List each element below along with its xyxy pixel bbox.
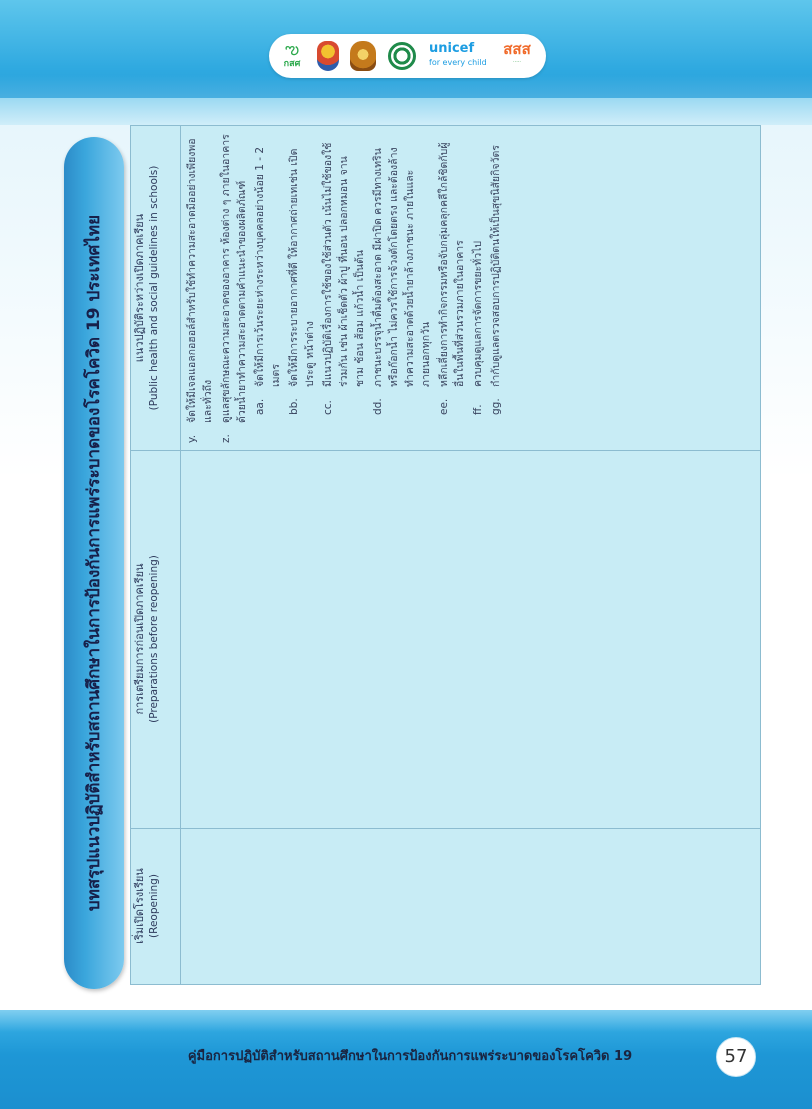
column-divider-1 — [131, 450, 760, 451]
header-preparations-en: (Preparations before reopening) — [148, 555, 160, 723]
guideline-text: หลีกเลี่ยงการทำกิจกรรมหรือจับกลุ่มคลุกคลีใกล้ชิดกับผู้อื่นในพื้นที่ส่วนรวมภายในอาคาร — [438, 142, 466, 387]
header-reopening — [132, 831, 180, 981]
page-number: 57 — [716, 1037, 756, 1077]
guideline-marker: cc. — [322, 400, 334, 415]
footer-haze — [0, 1010, 812, 1032]
logo-bar — [269, 34, 546, 78]
guideline-marker: aa. — [254, 398, 266, 415]
guideline-marker: bb. — [288, 398, 300, 415]
sss-name: สสส — [503, 40, 531, 58]
header-reopening-th: เริ่มเปิดโรงเรียน — [133, 868, 146, 944]
guideline-item — [320, 133, 368, 443]
thaihealth-mark-icon: ఌ — [284, 39, 300, 58]
ministry-seal-icon — [350, 41, 376, 71]
header-guidelines-th: แนวปฏิบัติระหว่างเปิดภาคเรียน — [133, 213, 146, 363]
health-seal-icon — [388, 42, 416, 70]
royal-emblem-logo — [315, 40, 341, 72]
thaihealth-label: กสศ — [283, 59, 301, 69]
guideline-text: ควบคุมดูแลการจัดการขยะทั่วไป — [472, 240, 484, 387]
health-seal-logo — [387, 40, 417, 72]
column-divider-2 — [131, 828, 760, 829]
guideline-item — [470, 133, 486, 443]
guideline-item — [184, 133, 216, 443]
guideline-item — [252, 133, 284, 443]
header-preparations — [132, 454, 180, 824]
guideline-text: จัดให้มีการระบายอากาศที่ดี ให้อากาศถ่ายเทเช่น เปิดประตู หน้าต่าง — [288, 148, 316, 387]
header-preparations-th: การเตรียมการก่อนเปิดภาคเรียน — [133, 563, 146, 715]
guideline-item — [286, 133, 318, 443]
guideline-text: จัดให้มีเจลแอลกอฮอล์สำหรับใช้ทำความสะอาดมืออย่างเพียงพอและทั่วถึง — [186, 138, 214, 423]
guideline-marker: y. — [186, 434, 198, 443]
guidelines-table — [130, 125, 761, 985]
guideline-text: ภาชนะบรรจุน้ำดื่มต้องสะอาด มีฝาปิด ควรมีทางเทรินหรือก๊อกน้ำ ไม่ควรใช้การจ้วงตักโดยตรง และต้องล้างทำความสะอาดด้วยน้ำยาล้างภาชนะ ภายในและภายนอกทุกวัน — [372, 147, 432, 387]
guideline-marker: gg. — [490, 398, 502, 415]
guideline-text: ดูแลสุขลักษณะความสะอาดของอาคาร ห้องต่าง ๆ ภายในอาคาร ด้วยน้ำยาทำความสะอาดตามคำแนะนำของผลิตภัณฑ์ — [220, 134, 248, 423]
unicef-name: unicef — [429, 41, 475, 56]
header-guidelines — [132, 128, 180, 448]
unicef-tagline: for every child — [429, 58, 487, 67]
sss-logo — [493, 40, 541, 72]
guideline-text: จัดให้มีการเว้นระยะห่างระหว่างบุคคลอย่างน้อย 1 - 2 เมตร — [254, 146, 282, 387]
guideline-marker: ff. — [472, 404, 484, 415]
guidelines-list — [184, 133, 504, 443]
guideline-marker: dd. — [372, 398, 384, 415]
guideline-item — [218, 133, 250, 443]
section-title: บทสรุปแนวปฏิบัติสำหรับสถานศึกษาในการป้องกันการแพร่ระบาดของโรคโควิด 19 ประเทศไทย — [84, 214, 104, 912]
guidelines-body — [184, 133, 754, 443]
content-top-stripe — [0, 98, 812, 128]
sss-subtitle-mark: ····· — [513, 59, 521, 65]
guideline-item — [436, 133, 468, 443]
guideline-marker: z. — [220, 434, 232, 443]
guideline-item — [488, 133, 504, 443]
thaihealth-logo — [277, 40, 307, 72]
guideline-item — [370, 133, 434, 443]
ministry-seal-logo — [349, 40, 377, 72]
emblem-icon — [317, 41, 339, 71]
header-guidelines-en: (Public health and social guidelines in schools) — [148, 165, 160, 411]
footer-title: คู่มือการปฏิบัติสำหรับสถานศึกษาในการป้องกันการแพร่ระบาดของโรคโควิด 19 — [187, 1049, 633, 1064]
unicef-logo — [429, 40, 489, 72]
header-reopening-en: (Reopening) — [148, 874, 160, 938]
guideline-marker: ee. — [438, 398, 450, 415]
guideline-text: กำกับดูแลตรวจสอบการปฏิบัติตนให้เป็นสุขนิสัยกิจวัตร — [490, 145, 502, 387]
guideline-text: มีแนวปฏิบัติเรื่องการใช้ของใช้ส่วนตัว เน้นไม่ใช้ของใช้ร่วมกัน เช่น ผ้าเช็ดตัว ผ้าปู ที่นอน ปลอกหมอน จาน ชาม ช้อน ส้อม แก้วน้ำ เป็นต้น — [322, 142, 366, 387]
